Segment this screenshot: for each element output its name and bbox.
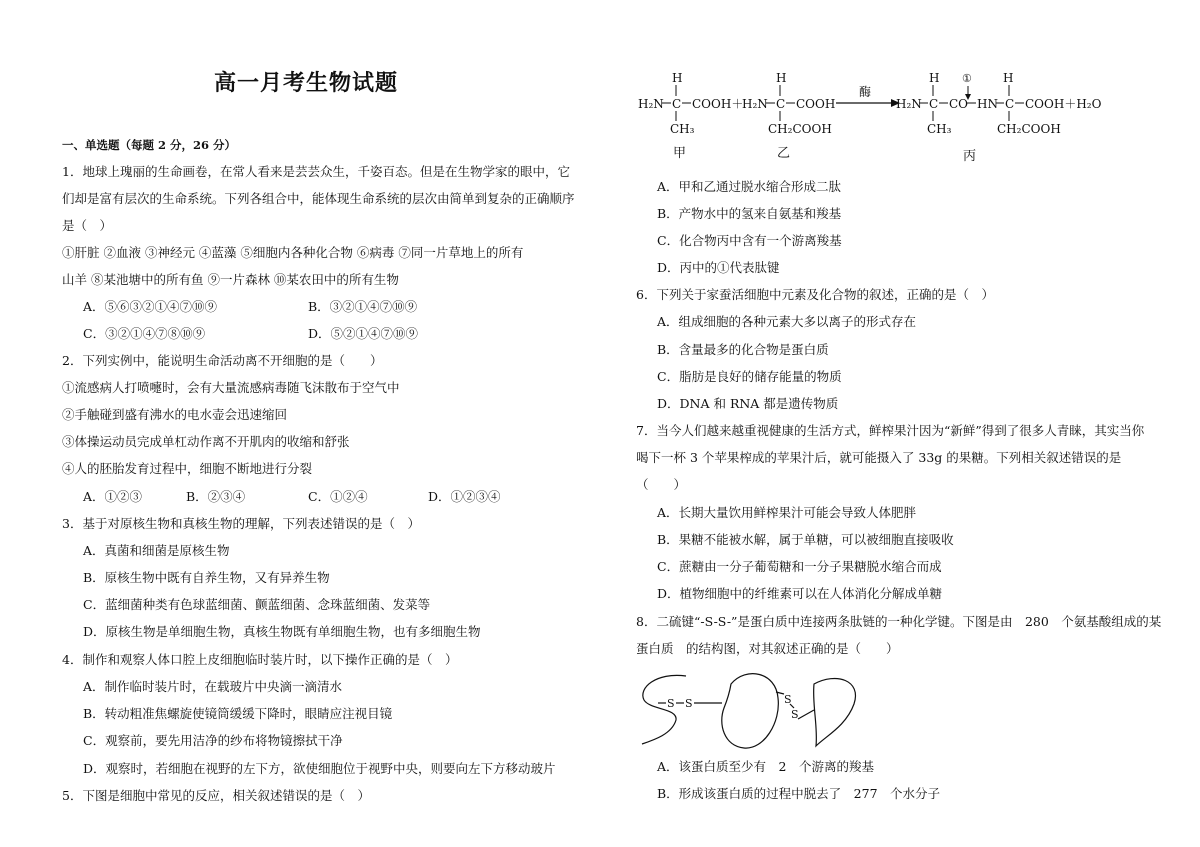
group-ch2cooh-bing: CH₂COOH [997,122,1061,136]
q3-option-c: C．蓝细菌种类有色球蓝细菌、颤蓝细菌、念珠蓝细菌、发菜等 [83,597,431,612]
q1-items-line2: 山羊 ⑧某池塘中的所有鱼 ⑨一片森林 ⑩某农田中的所有生物 [62,272,399,287]
q6-option-b: B．含量最多的化合物是蛋白质 [657,342,829,357]
q3-option-b: B．原核生物中既有自养生物，又有异养生物 [83,570,330,585]
label-yi: 乙 [777,146,791,161]
label-jia: 甲 [673,146,687,161]
peptide-reaction-diagram [636,72,1146,172]
q6-option-c: C．脂肪是良好的储存能量的物质 [657,369,842,384]
q7-option-b: B．果糖不能被水解，属于单糖，可以被细胞直接吸收 [657,532,954,547]
amino-h-yi: H [776,72,787,85]
alpha-c-jia: C [672,97,682,111]
q3-option-a: A．真菌和细菌是原核生物 [83,543,230,558]
marker-circle-1: ① [962,72,972,85]
peptide-chain-1 [642,675,686,744]
q2-option-a: A．①②③ [83,489,143,504]
q4-option-d: D．观察时，若细胞在视野的左下方，欲使细胞位于视野中央，则要向左下方移动玻片 [83,761,556,776]
q7-stem-line1: 7．当今人们越来越重视健康的生活方式，鲜榨果汁因为“新鲜”得到了很多人青睐，其实当你 [636,423,1145,438]
q5-option-d: D．丙中的①代表肽键 [657,260,780,275]
q6-option-a: A．组成细胞的各种元素大多以离子的形式存在 [657,314,917,329]
q2-statement-1: ①流感病人打喷嚏时，会有大量流感病毒随飞沫散布于空气中 [62,380,400,395]
q7-option-c: C．蔗糖由一分子葡萄糖和一分子果糖脱水缩合而成 [657,559,942,574]
peptide-chain-2 [722,674,779,748]
q1-stem-line1: 1．地球上瑰丽的生命画卷，在常人看来是芸芸众生，千姿百态。但是在生物学家的眼中，它 [62,164,570,179]
q7-option-a: A．长期大量饮用鲜榨果汁可能会导致人体肥胖 [657,505,917,520]
q6-stem: 6．下列关于家蚕活细胞中元素及化合物的叙述，正确的是（ ） [636,287,994,302]
q4-option-c: C．观察前，要先用洁净的纱布将物镜擦拭干净 [83,733,343,748]
group-ch2cooh-yi: CH₂COOH [768,122,832,136]
sulfur-label-1: S [667,697,675,710]
q1-stem-line3: 是（ ） [62,218,113,233]
q5-option-a: A．甲和乙通过脱水缩合形成二肽 [657,179,842,194]
group-cooh-h2o-bing: COOH＋H₂O [1025,97,1102,111]
q1-items-line1: ①肝脏 ②血液 ③神经元 ④蓝藻 ⑤细胞内各种化合物 ⑥病毒 ⑦同一片草地上的所有 [62,245,524,260]
q4-option-a: A．制作临时装片时，在载玻片中央滴一滴清水 [83,679,343,694]
alpha-c-bing-1: C [929,97,939,111]
q5-option-c: C．化合物丙中含有一个游离羧基 [657,233,842,248]
q1-option-d: D．⑤②①④⑦⑩⑨ [308,326,419,341]
q3-option-d: D．原核生物是单细胞生物，真核生物既有单细胞生物，也有多细胞生物 [83,624,481,639]
group-hn-bing: HN [977,97,998,111]
q5-stem: 5．下图是细胞中常见的反应，相关叙述错误的是（ ） [62,788,370,803]
alpha-c-yi: C [776,97,786,111]
q7-stem-line2: 喝下一杯 3 个苹果榨成的苹果汁后，就可能摄入了 33g 的果糖。下列相关叙述错误的是 [636,450,1122,465]
enzyme-label: 酶 [859,85,872,99]
group-h2n-yi: H₂N [742,97,768,111]
group-co-bing: CO [949,97,969,111]
q2-statement-2: ②手触碰到盛有沸水的电水壶会迅速缩回 [62,407,288,422]
q8-stem-line2: 蛋白质 的结构图，对其叙述正确的是（ ） [636,641,899,656]
sulfur-label-3: S [784,693,792,706]
q2-statement-3: ③体操运动员完成单杠动作离不开肌肉的收缩和舒张 [62,434,350,449]
q7-option-d: D．植物细胞中的纤维素可以在人体消化分解成单糖 [657,586,943,601]
q8-stem-line1: 8．二硫键“-S-S-”是蛋白质中连接两条肽链的一种化学键。下图是由 280 个氨基酸组成的某 [636,614,1162,629]
q2-option-d: D．①②③④ [428,489,501,504]
label-bing: 丙 [963,149,977,164]
q4-stem: 4．制作和观察人体口腔上皮细胞临时装片时，以下操作正确的是（ ） [62,652,458,667]
q7-stem-line3: （ ） [636,477,687,492]
group-cooh-plus-jia: COOH＋ [692,97,744,111]
sulfur-label-4: S [791,708,799,721]
sulfur-label-2: S [685,697,693,710]
q1-stem-line2: 们却是富有层次的生命系统。下列各组合中，能体现生命系统的层次由简单到复杂的正确顺序 [62,191,575,206]
group-ch3-bing: CH₃ [927,122,952,136]
q2-stem: 2．下列实例中，能说明生命活动离不开细胞的是（ ） [62,353,383,368]
amino-h-jia: H [672,72,683,85]
q4-option-b: B．转动粗准焦螺旋使镜筒缓缓下降时，眼睛应注视目镜 [83,706,393,721]
group-h2n-jia: H₂N [638,97,664,111]
q2-option-c: C．①②④ [308,489,368,504]
q5-option-b: B．产物水中的氢来自氨基和羧基 [657,206,842,221]
amino-h-bing-1: H [929,72,940,85]
group-h2n-bing: H₂N [896,97,922,111]
q3-stem: 3．基于对原核生物和真核生物的理解，下列表述错误的是（ ） [62,516,420,531]
q1-option-c: C．③②①④⑦⑧⑩⑨ [83,326,206,341]
group-cooh-yi: COOH [796,97,836,111]
q8-option-a: A．该蛋白质至少有 2 个游离的羧基 [657,759,874,774]
amino-h-bing-2: H [1003,72,1014,85]
protein-disulfide-diagram [636,664,866,754]
q1-option-a: A．⑤⑥③②①④⑦⑩⑨ [83,299,218,314]
group-ch3-jia: CH₃ [670,122,695,136]
q2-option-b: B．②③④ [186,489,246,504]
peptide-chain-3 [814,678,856,746]
q6-option-d: D．DNA 和 RNA 都是遗传物质 [657,396,839,411]
alpha-c-bing-2: C [1005,97,1015,111]
q1-option-b: B．③②①④⑦⑩⑨ [308,299,418,314]
section-heading: 一、单选题（每题 2 分，26 分） [62,138,237,152]
q2-statement-4: ④人的胚胎发育过程中，细胞不断地进行分裂 [62,461,313,476]
exam-title: 高一月考生物试题 [214,70,399,96]
q8-option-b: B．形成该蛋白质的过程中脱去了 277 个水分子 [657,786,941,801]
